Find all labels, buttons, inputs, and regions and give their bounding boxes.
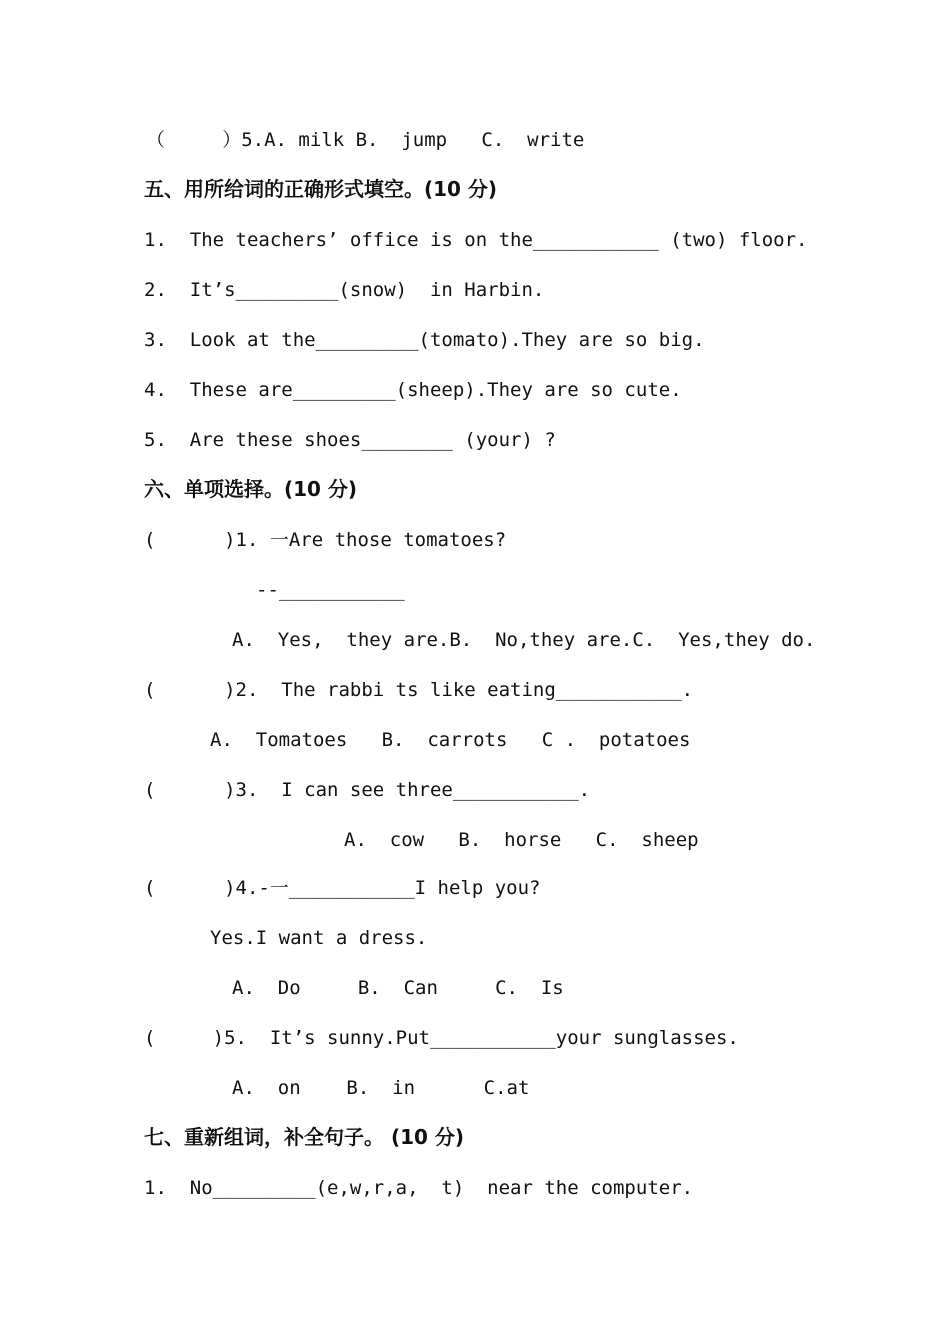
- section-6-q1-stem: ( )1. 一Are those tomatoes?: [144, 529, 507, 551]
- section-6-q2-stem: ( )2. The rabbi ts like eating___________.: [144, 679, 694, 701]
- section-5-item-3: 3. Look at the_________(tomato).They are so big.: [144, 329, 705, 351]
- section-5-heading: 五、用所给词的正确形式填空。(10 分): [144, 177, 498, 201]
- section-5-item-1: 1. The teachers’ office is on the___________ (two) floor.: [144, 229, 808, 251]
- section-6-q5-options: A. on B. in C.at: [232, 1077, 530, 1099]
- section-6-q3-stem: ( )3. I can see three___________.: [144, 779, 591, 801]
- section-6-q1-answer-line: --___________: [256, 579, 405, 601]
- section-6-q4-reply: Yes.I want a dress.: [210, 927, 428, 949]
- section-6-q2-options: A. Tomatoes B. carrots C . potatoes: [210, 729, 691, 751]
- section-5-item-5: 5. Are these shoes________ (your) ?: [144, 429, 556, 451]
- section-6-heading: 六、单项选择。(10 分): [144, 477, 358, 501]
- top-question-5: （ ）5.A. milk B. jump C. write: [146, 129, 585, 151]
- section-6-q1-options: A. Yes, they are.B. No,they are.C. Yes,they do.: [232, 629, 816, 651]
- section-6-q3-options: A. cow B. horse C. sheep: [344, 829, 699, 851]
- section-5-item-2: 2. It’s_________(snow) in Harbin.: [144, 279, 545, 301]
- section-7-item-1: 1. No_________(e,w,r,a, t) near the computer.: [144, 1177, 694, 1199]
- section-6-q4-stem: ( )4.-一___________I help you?: [144, 877, 541, 899]
- section-6-q4-options: A. Do B. Can C. Is: [232, 977, 564, 999]
- section-6-q5-stem: ( )5. It’s sunny.Put___________your sunglasses.: [144, 1027, 739, 1049]
- section-5-item-4: 4. These are_________(sheep).They are so cute.: [144, 379, 682, 401]
- section-7-heading: 七、重新组词，补全句子。 (10 分): [144, 1125, 465, 1149]
